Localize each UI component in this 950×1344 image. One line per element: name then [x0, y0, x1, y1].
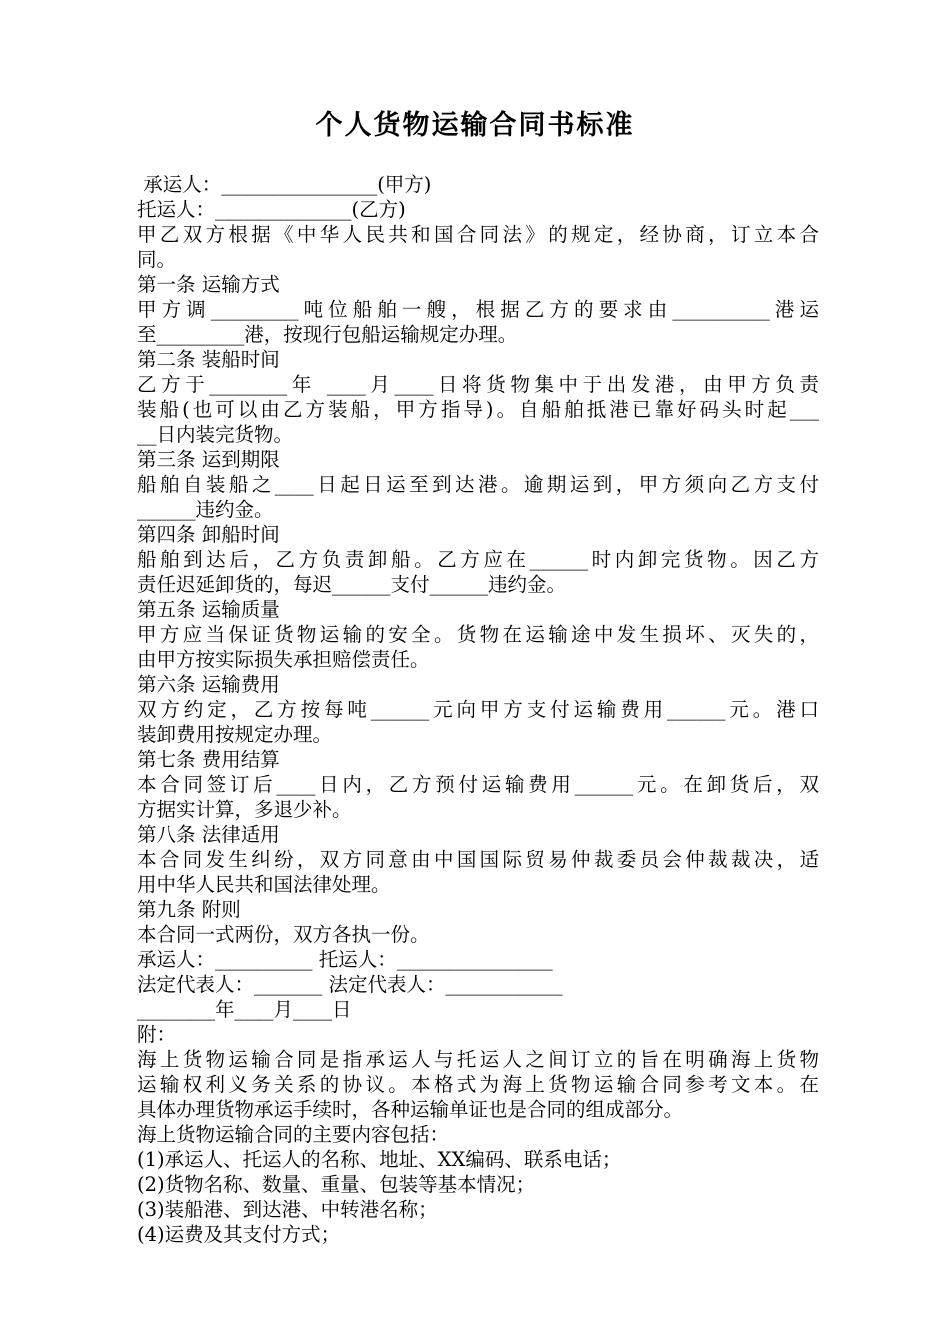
document-body [137, 172, 819, 1247]
text-line: (2)货物名称、数量、重量、包装等基本情况； [137, 1173, 536, 1196]
text-line: 承运人：__________ 托运人：________________ [137, 948, 553, 971]
text-line: 装卸费用按规定办理。 [137, 723, 333, 746]
text-line: 第九条 附则 [137, 898, 241, 921]
text-line: (4)运费及其支付方式； [137, 1223, 341, 1246]
text-line: 海上货物运输合同是指承运人与托运人之间订立的旨在明确海上货物 [137, 1048, 819, 1071]
text-line: 甲方应当保证货物运输的安全。货物在运输途中发生损坏、灭失的， [137, 623, 819, 646]
text-line: 方据实计算，多退少补。 [137, 798, 352, 821]
text-line: 用中华人民共和国法律处理。 [137, 873, 391, 896]
text-line: 托运人：______________(乙方) [137, 198, 406, 221]
text-line: 船舶自装船之____日起日运至到达港。逾期运到，甲方须向乙方支付 [137, 473, 819, 496]
text-line: 附： [137, 1023, 177, 1046]
text-line: 第五条 运输质量 [137, 598, 280, 621]
text-line: (1)承运人、托运人的名称、地址、XX编码、联系电话； [137, 1148, 622, 1171]
text-line: 运输权利义务关系的协议。本格式为海上货物运输合同参考文本。在 [137, 1073, 819, 1096]
text-line: (3)装船港、到达港、中转港名称； [137, 1198, 438, 1221]
text-line: 甲方调_________吨位船舶一艘，根据乙方的要求由__________港运 [137, 298, 819, 321]
text-line: 第八条 法律适用 [137, 823, 280, 846]
text-line: 双方约定，乙方按每吨______元向甲方支付运输费用______元。港口 [137, 698, 819, 721]
text-line: 第四条 卸船时间 [137, 523, 280, 546]
text-line: ________年____月____日 [137, 998, 352, 1021]
text-line: 第三条 运到期限 [137, 448, 280, 471]
text-line: 责任迟延卸货的，每迟______支付______违约金。 [137, 573, 567, 596]
text-line: __日内装完货物。 [137, 423, 294, 446]
text-line: 法定代表人：_______ 法定代表人：____________ [137, 973, 563, 996]
text-line: 具体办理货物承运手续时，各种运输单证也是合同的组成部分。 [137, 1098, 684, 1121]
text-line: 第二条 装船时间 [137, 348, 280, 371]
text-line: 本合同发生纠纷，双方同意由中国国际贸易仲裁委员会仲裁裁决，适 [137, 848, 819, 871]
text-line: 乙方于________年 ____月____日将货物集中于出发港，由甲方负责 [137, 373, 819, 396]
text-line: 第六条 运输费用 [137, 673, 280, 696]
text-line: 至_________港，按现行包船运输规定办理。 [137, 323, 518, 346]
text-line: ______违约金。 [137, 498, 274, 521]
text-line: 第七条 费用结算 [137, 748, 280, 771]
document-title: 个人货物运输合同书标准 [315, 110, 635, 141]
text-line: 本合同签订后____日内，乙方预付运输费用______元。在卸货后，双 [137, 773, 819, 796]
text-line: 船舶到达后，乙方负责卸船。乙方应在______时内卸完货物。因乙方 [137, 548, 819, 571]
text-line: 第一条 运输方式 [137, 273, 280, 296]
text-line: 海上货物运输合同的主要内容包括： [137, 1123, 450, 1146]
text-line: 由甲方按实际损失承担赔偿责任。 [137, 648, 430, 671]
text-line: 本合同一式两份，双方各执一份。 [137, 923, 430, 946]
text-line: 同。 [137, 248, 177, 271]
text-line: 装船(也可以由乙方装船，甲方指导)。自船舶抵港已靠好码头时起___ [137, 398, 819, 421]
text-line: 承运人：________________(甲方) [137, 173, 432, 196]
text-line: 甲乙双方根据《中华人民共和国合同法》的规定，经协商，订立本合 [137, 223, 819, 246]
